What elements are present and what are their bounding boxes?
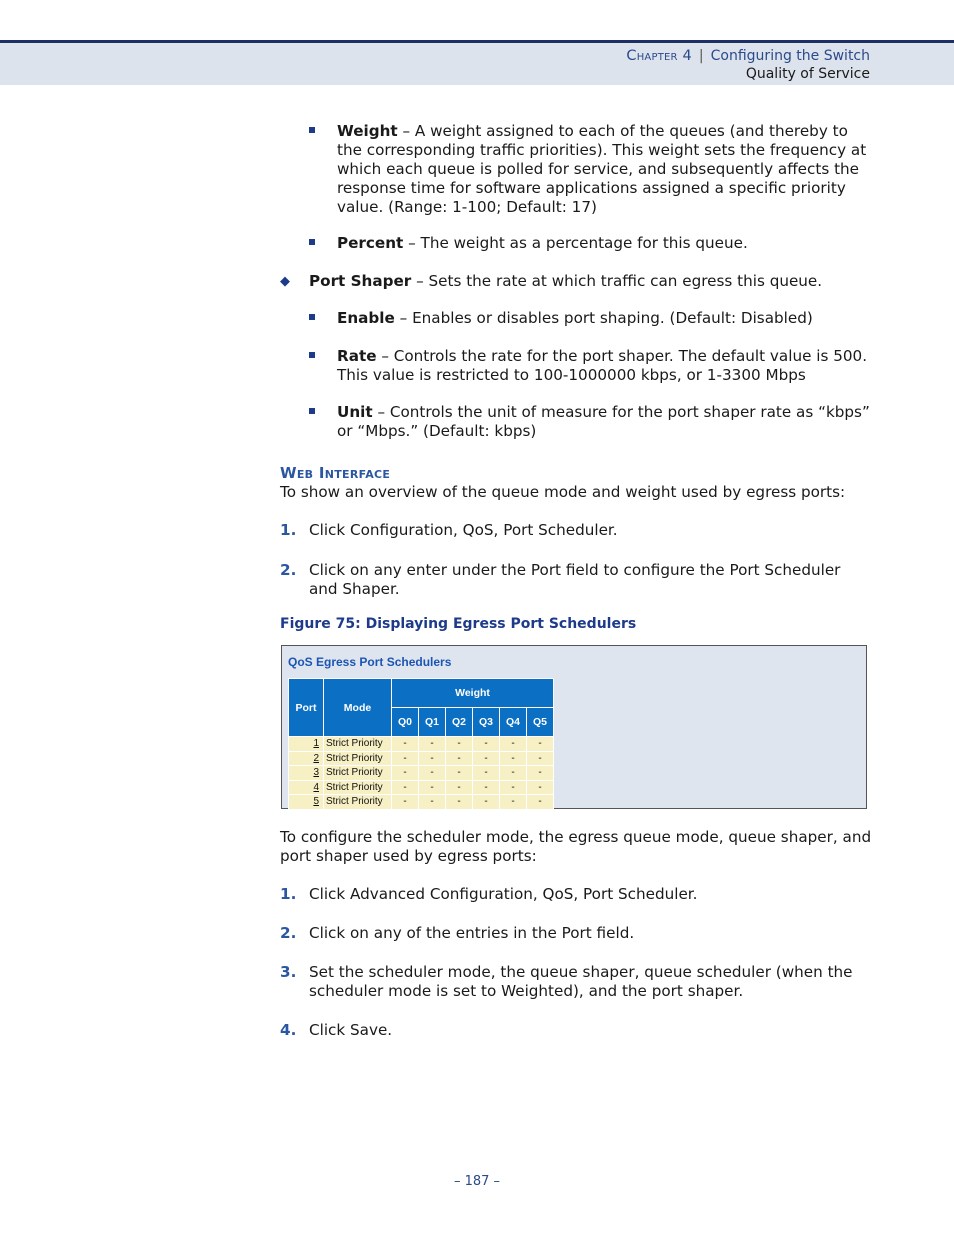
- weight-cell: -: [500, 751, 527, 766]
- page-header: [0, 40, 954, 85]
- bullet-rate: [337, 347, 872, 385]
- weight-cell: -: [446, 737, 473, 752]
- weight-cell: -: [473, 795, 500, 810]
- step-text: Click Save.: [309, 1021, 393, 1039]
- column-header-mode: Mode: [324, 679, 392, 737]
- weight-cell: -: [419, 737, 446, 752]
- square-bullet-icon: [309, 127, 315, 133]
- step-number: 2.: [280, 924, 297, 942]
- desc-unit: – Controls the unit of measure for the port shaper rate as “kbps” or “Mbps.” (Default: kbps): [337, 403, 870, 440]
- square-bullet-icon: [309, 352, 315, 358]
- weight-cell: -: [473, 751, 500, 766]
- mode-cell: Strict Priority: [324, 795, 392, 810]
- term-unit: Unit: [337, 403, 373, 421]
- port-link[interactable]: 1: [289, 737, 324, 752]
- weight-cell: -: [527, 737, 554, 752]
- weight-cell: -: [446, 751, 473, 766]
- step-text: Set the scheduler mode, the queue shaper, queue scheduler (when the scheduler mode is set to Weighted), and the port shaper.: [309, 963, 853, 1000]
- weight-cell: -: [392, 795, 419, 810]
- mode-cell: Strict Priority: [324, 766, 392, 781]
- bullet-percent: [337, 234, 872, 253]
- weight-cell: -: [500, 737, 527, 752]
- column-header-q5: Q5: [527, 708, 554, 737]
- square-bullet-icon: [309, 408, 315, 414]
- mode-cell: Strict Priority: [324, 751, 392, 766]
- header-chapter-line: [626, 48, 870, 64]
- step-number: 1.: [280, 521, 297, 539]
- table-row: [289, 780, 554, 795]
- weight-cell: -: [500, 766, 527, 781]
- weight-cell: -: [446, 766, 473, 781]
- panel-title: QoS Egress Port Schedulers: [288, 655, 452, 669]
- weight-cell: -: [473, 737, 500, 752]
- weight-cell: -: [392, 737, 419, 752]
- column-header-weight: Weight: [392, 679, 554, 708]
- figure-screenshot: [281, 645, 867, 809]
- web-interface-intro: To show an overview of the queue mode and weight used by egress ports:: [280, 483, 846, 501]
- weight-cell: -: [419, 766, 446, 781]
- term-percent: Percent: [337, 234, 404, 252]
- table-row: [289, 795, 554, 810]
- configure-intro: To configure the scheduler mode, the egress queue mode, queue shaper, and port shaper used by egress ports:: [280, 828, 872, 865]
- weight-cell: -: [500, 795, 527, 810]
- egress-scheduler-table: [288, 678, 554, 810]
- weight-cell: -: [419, 780, 446, 795]
- table-row: [289, 766, 554, 781]
- term-weight: Weight: [337, 122, 398, 140]
- weight-cell: -: [527, 766, 554, 781]
- port-link[interactable]: 2: [289, 751, 324, 766]
- port-link[interactable]: 3: [289, 766, 324, 781]
- step-number: 4.: [280, 1021, 297, 1039]
- bullet-enable: [337, 309, 872, 328]
- section-heading-web-interface: Web Interface: [280, 464, 391, 482]
- table-row: [289, 751, 554, 766]
- desc-percent: – The weight as a percentage for this queue.: [403, 234, 748, 252]
- bullet-port-shaper: [309, 272, 872, 291]
- weight-cell: -: [527, 795, 554, 810]
- weight-cell: -: [527, 780, 554, 795]
- column-header-q3: Q3: [473, 708, 500, 737]
- weight-cell: -: [473, 766, 500, 781]
- column-header-q4: Q4: [500, 708, 527, 737]
- weight-cell: -: [446, 795, 473, 810]
- weight-cell: -: [527, 751, 554, 766]
- desc-weight: – A weight assigned to each of the queues (and thereby to the corresponding traffic priorities). This weight sets the frequency at which each queue is polled for service, and subsequently affects the response time for software applications assigned a specific priority value. (Range: 1-100; Default: 17): [337, 122, 867, 216]
- chapter-label: Chapter 4: [626, 48, 692, 64]
- column-header-q1: Q1: [419, 708, 446, 737]
- step-number: 2.: [280, 561, 297, 579]
- step-text: Click Configuration, QoS, Port Scheduler.: [309, 521, 618, 539]
- diamond-bullet-icon: ◆: [280, 274, 290, 289]
- weight-cell: -: [419, 751, 446, 766]
- term-enable: Enable: [337, 309, 395, 327]
- header-separator: |: [698, 48, 704, 64]
- desc-rate: – Controls the rate for the port shaper. The default value is 500. This value is restricted to 100-1000000 kbps, or 1-3300 Mbps: [337, 347, 868, 384]
- weight-cell: -: [473, 780, 500, 795]
- term-rate: Rate: [337, 347, 377, 365]
- step-number: 3.: [280, 963, 297, 981]
- port-link[interactable]: 5: [289, 795, 324, 810]
- mode-cell: Strict Priority: [324, 780, 392, 795]
- weight-cell: -: [446, 780, 473, 795]
- section-title: Quality of Service: [745, 66, 870, 82]
- chapter-title: Configuring the Switch: [710, 48, 870, 64]
- weight-cell: -: [392, 751, 419, 766]
- square-bullet-icon: [309, 239, 315, 245]
- desc-enable: – Enables or disables port shaping. (Default: Disabled): [394, 309, 813, 327]
- step-text: Click Advanced Configuration, QoS, Port Scheduler.: [309, 885, 698, 903]
- figure-caption: Figure 75: Displaying Egress Port Schedulers: [280, 616, 637, 632]
- square-bullet-icon: [309, 314, 315, 320]
- desc-port-shaper: – Sets the rate at which traffic can egress this queue.: [411, 272, 823, 290]
- mode-cell: Strict Priority: [324, 737, 392, 752]
- bullet-weight: [337, 122, 872, 217]
- step-number: 1.: [280, 885, 297, 903]
- weight-cell: -: [500, 780, 527, 795]
- weight-cell: -: [392, 780, 419, 795]
- column-header-q2: Q2: [446, 708, 473, 737]
- page-number: – 187 –: [453, 1174, 501, 1189]
- column-header-port: Port: [289, 679, 324, 737]
- term-port-shaper: Port Shaper: [309, 272, 412, 290]
- table-row: [289, 737, 554, 752]
- bullet-unit: [337, 403, 872, 441]
- weight-cell: -: [392, 766, 419, 781]
- step-text: Click on any enter under the Port field to configure the Port Scheduler and Shaper.: [309, 561, 841, 598]
- port-link[interactable]: 4: [289, 780, 324, 795]
- weight-cell: -: [419, 795, 446, 810]
- step-text: Click on any of the entries in the Port field.: [309, 924, 635, 942]
- column-header-q0: Q0: [392, 708, 419, 737]
